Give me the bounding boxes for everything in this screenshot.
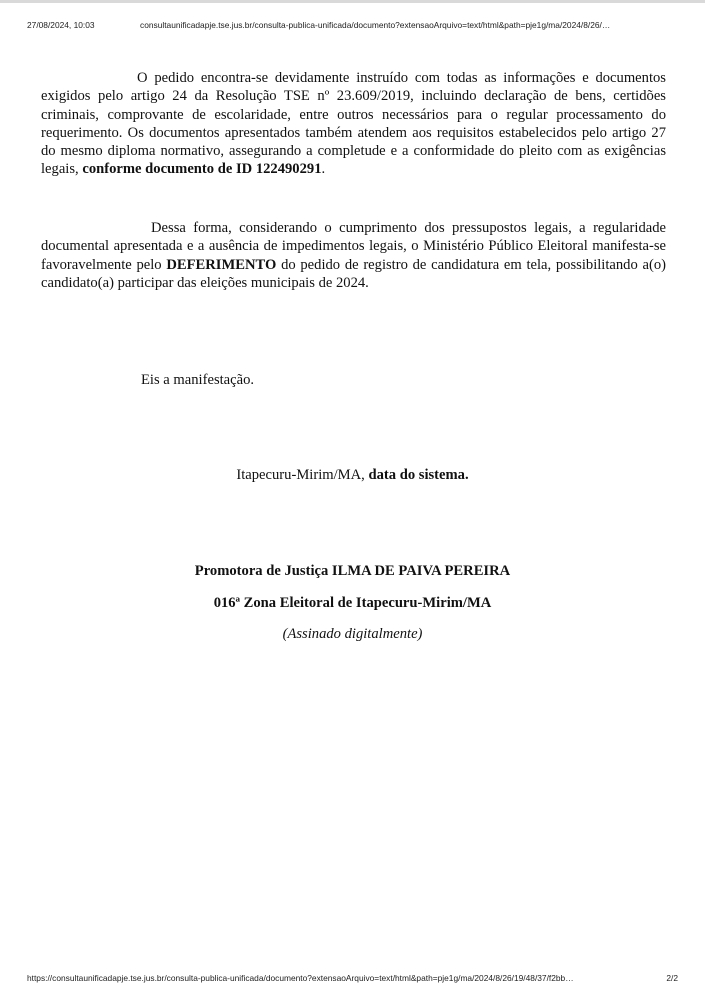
zone-text: 016ª Zona Eleitoral de Itapecuru-Mirim/MA <box>213 595 492 611</box>
paragraph-conclusion <box>41 219 666 292</box>
print-footer <box>0 973 705 987</box>
place-text: Itapecuru-Mirim/MA, <box>236 467 369 483</box>
page-number: 2/2 <box>666 973 678 983</box>
signer-title: Promotora de Justiça ILMA DE PAIVA PEREIRA <box>194 563 511 579</box>
print-header-url: consultaunificadapje.tse.jus.br/consulta-publica-unificada/documento?extensaoArquivo=text/html&path=pje1g/ma/2024/8/26/… <box>140 20 611 30</box>
closing-statement: Eis a manifestação. <box>141 372 255 388</box>
signer-name <box>0 563 705 580</box>
paragraph2-text-after: do pedido de registro de candidatura em tela, possibilitando a(o) candidato(a) participar das eleições municipais de 2024. <box>41 256 666 291</box>
place-date-line <box>0 467 705 484</box>
electoral-zone <box>0 595 705 612</box>
paragraph2-text-before: Dessa forma, considerando o cumprimento dos pressupostos legais, a regularidade documental apresentada e a ausência de impedimentos legais, o Ministério Público Eleitoral manifesta-se favoravelmente pelo <box>41 220 666 273</box>
print-footer-url: https://consultaunificadapje.tse.jus.br/consulta-publica-unificada/documento?extensaoArquivo=text/html&path=pje1g/ma/2024/8/26/19/48/37/f2bb… <box>27 973 574 983</box>
system-date-text: data do sistema. <box>368 467 469 483</box>
print-datetime: 27/08/2024, 10:03 <box>27 20 95 30</box>
print-header <box>0 20 705 34</box>
deferimento-keyword: DEFERIMENTO <box>166 256 277 273</box>
top-divider <box>0 0 705 3</box>
paragraph1-end: . <box>321 161 326 178</box>
document-id-reference: conforme documento de ID 122490291 <box>82 161 322 178</box>
paragraph-requirements <box>41 69 666 179</box>
digital-signature-note: (Assinado digitalmente) <box>282 626 423 642</box>
paragraph1-text: O pedido encontra-se devidamente instruído com todas as informações e documentos exigidos pelo artigo 24 da Resolução TSE nº 23.609/2019, incluindo declaração de bens, certidões criminais, comprovante de escolaridade, entre outros necessários para o regular processamento do requerimento. Os documentos apresentados também atendem aos requisitos estabelecidos pelo artigo 27 do mesmo diploma normativo, assegurando a completude e a conformidade do pleito com as exigências legais, <box>41 70 666 178</box>
